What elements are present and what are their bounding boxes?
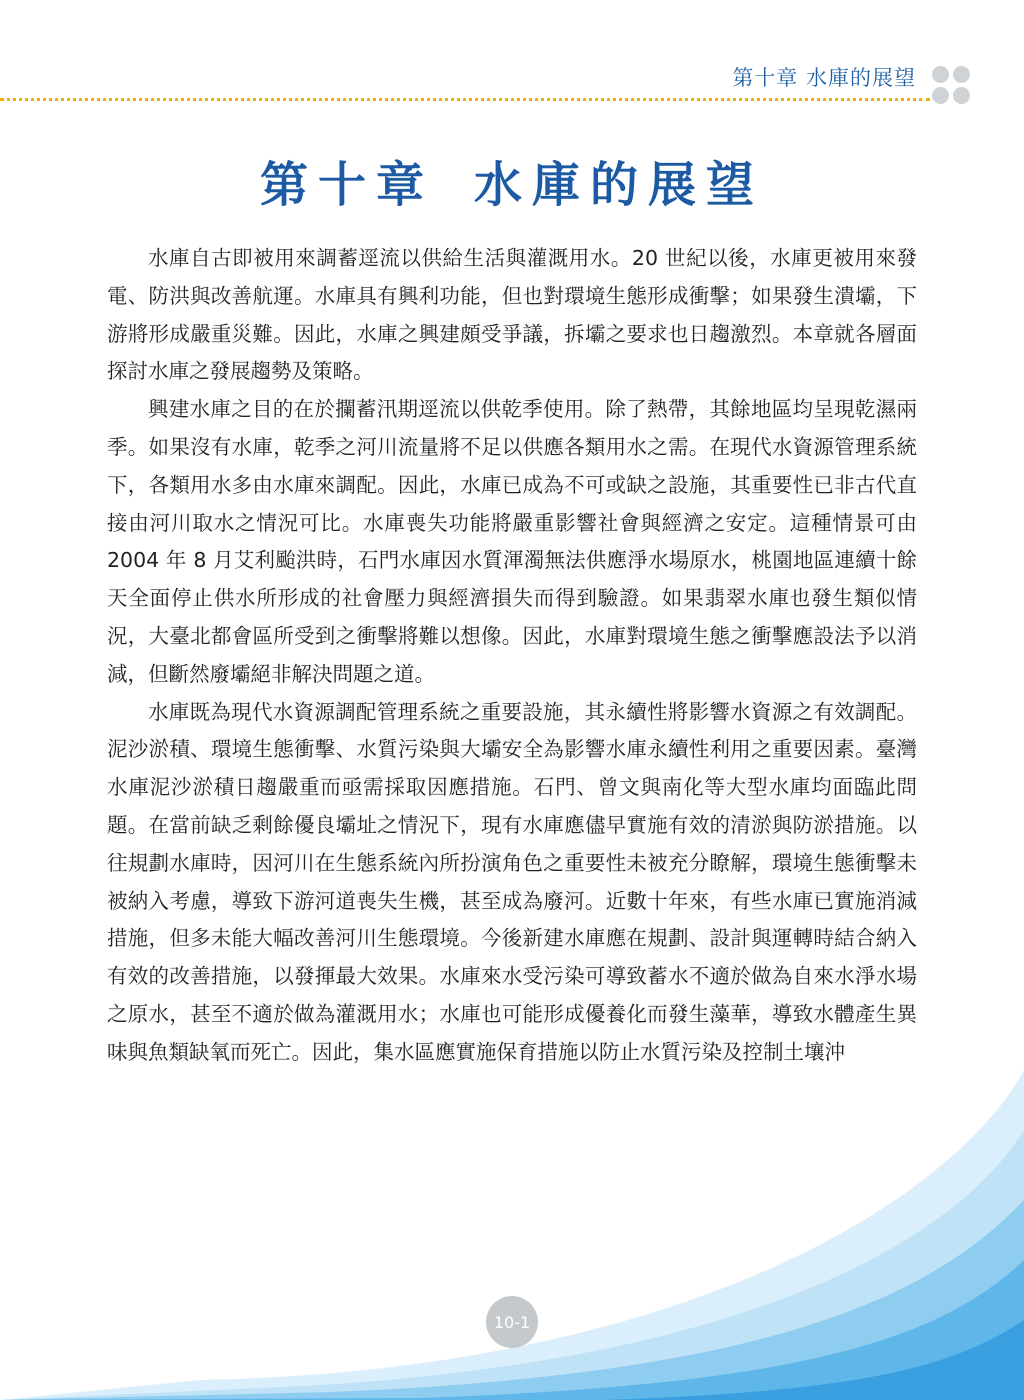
paragraph-2: 興建水庫之目的在於攔蓄汛期逕流以供乾季使用。除了熱帶，其餘地區均呈現乾濕兩季。如果沒有水庫，乾季之河川流量將不足以供應各類用水之需。在現代水資源管理系統下，各類用水多由水庫來調配。因此，水庫已成為不可或缺之設施，其重要性已非古代直接由河川取水之情況可比。水庫喪失功能將嚴重影響社會與經濟之安定。這種情景可由 2004 年 8 月艾利颱洪時，石門水庫因水質渾濁無法供應淨水場原水，桃園地區連續十餘天全面停止供水所形成的社會壓力與經濟損失而得到驗證。如果翡翠水庫也發生類似情況，大臺北都會區所受到之衝擊將難以想像。因此，水庫對環境生態之衝擊應設法予以消減，但斷然廢壩絕非解決問題之道。 [107, 397, 917, 686]
decorative-dots-icon [932, 66, 972, 106]
chapter-name: 水庫的展望 [474, 157, 765, 213]
decorative-wave [0, 1070, 1024, 1400]
chapter-number: 第十章 [259, 157, 434, 213]
chapter-title [0, 146, 1024, 215]
page-number-badge: 10-1 [486, 1296, 538, 1348]
running-header-title: 第十章 水庫的展望 [732, 66, 916, 90]
paragraph-3: 水庫既為現代水資源調配管理系統之重要設施，其永續性將影響水資源之有效調配。泥沙淤積、環境生態衝擊、水質污染與大壩安全為影響水庫永續性利用之重要因素。臺灣水庫泥沙淤積日趨嚴重而亟需採取因應措施。石門、曾文與南化等大型水庫均面臨此問題。在當前缺乏剩餘優良壩址之情況下，現有水庫應儘早實施有效的清淤與防淤措施。以往規劃水庫時，因河川在生態系統內所扮演角色之重要性未被充分瞭解，環境生態衝擊未被納入考慮，導致下游河道喪失生機，甚至成為廢河。近數十年來，有些水庫已實施消減措施，但多未能大幅改善河川生態環境。今後新建水庫應在規劃、設計與運轉時結合納入有效的改善措施，以發揮最大效果。水庫來水受污染可導致蓄水不適於做為自來水淨水場之原水，甚至不適於做為灌溉用水；水庫也可能形成優養化而發生藻華，導致水體產生異味與魚類缺氧而死亡。因此，集水區應實施保育措施以防止水質污染及控制土壤沖 [107, 699, 917, 1064]
chapter-body [107, 240, 917, 1072]
paragraph-1: 水庫自古即被用來調蓄逕流以供給生活與灌溉用水。20 世紀以後，水庫更被用來發電、防洪與改善航運。水庫具有興利功能，但也對環境生態形成衝擊；如果發生潰壩，下游將形成嚴重災難。因此，水庫之興建頗受爭議，拆壩之要求也日趨激烈。本章就各層面探討水庫之發展趨勢及策略。 [107, 246, 917, 384]
header-divider [0, 98, 930, 101]
